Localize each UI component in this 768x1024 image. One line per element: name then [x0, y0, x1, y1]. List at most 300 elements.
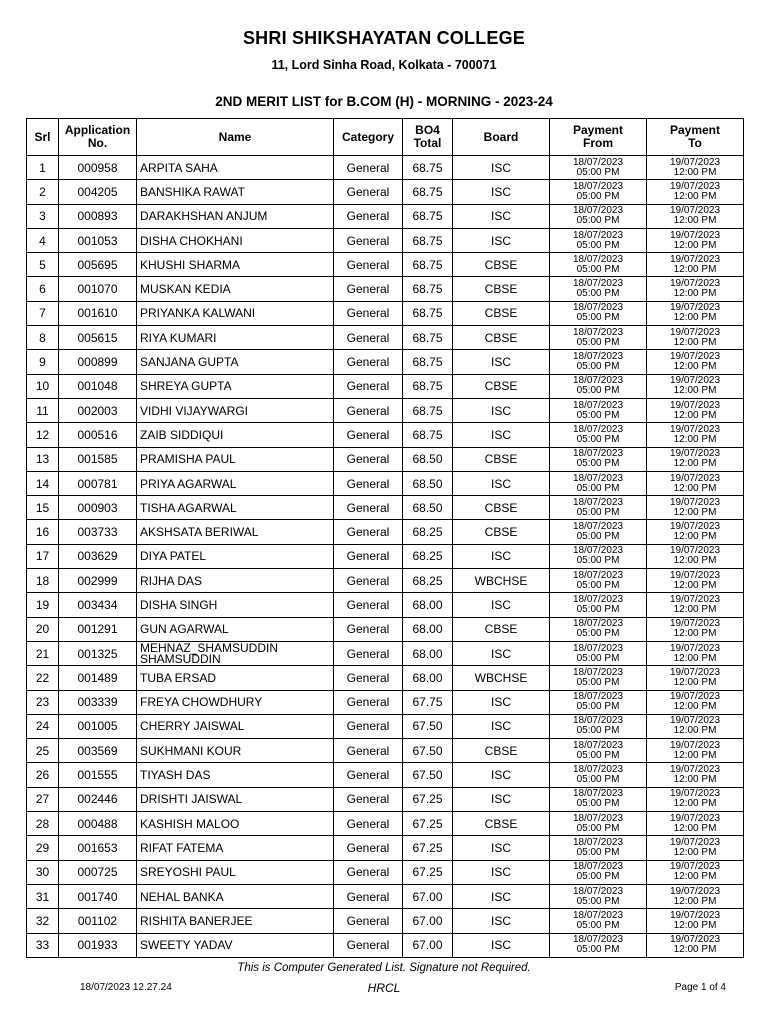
footer-code: HRCL	[367, 981, 401, 995]
cell-board: ISC	[453, 423, 550, 447]
cell-bo4-total: 68.75	[403, 253, 453, 277]
cell-srl: 12	[27, 423, 59, 447]
cell-application-no: 005695	[59, 253, 137, 277]
cell-bo4-total: 68.75	[403, 423, 453, 447]
cell-bo4-total: 68.00	[403, 666, 453, 690]
cell-srl: 4	[27, 228, 59, 252]
cell-bo4-total: 68.75	[403, 350, 453, 374]
cell-payment-from-date: 18/07/2023	[572, 180, 624, 192]
cell-board: ISC	[453, 787, 550, 811]
cell-name: RIYA KUMARI	[137, 326, 334, 350]
table-row	[27, 763, 744, 787]
cell-bo4-total: 68.25	[403, 520, 453, 544]
cell-payment-from	[550, 544, 647, 568]
col-header-name	[137, 119, 334, 156]
cell-srl: 25	[27, 739, 59, 763]
cell-category: General	[334, 301, 403, 325]
cell-application-no: 000893	[59, 204, 137, 228]
cell-payment-from-date: 18/07/2023	[572, 836, 624, 848]
cell-payment-from-time: 05:00 PM	[576, 846, 620, 858]
cell-board: ISC	[453, 228, 550, 252]
cell-payment-to	[647, 739, 744, 763]
cell-payment-from-time: 05:00 PM	[576, 628, 620, 640]
cell-payment-to-date: 19/07/2023	[669, 715, 721, 727]
cell-name: RIJHA DAS	[137, 569, 334, 593]
col-header-name-label: Name	[218, 129, 252, 144]
cell-board: CBSE	[453, 301, 550, 325]
cell-payment-from-time: 05:00 PM	[576, 361, 620, 373]
table-row	[27, 641, 744, 665]
cell-bo4-total: 68.75	[403, 398, 453, 422]
cell-name: PRIYA AGARWAL	[137, 471, 334, 495]
cell-bo4-total: 68.75	[403, 180, 453, 204]
cell-payment-to	[647, 933, 744, 957]
cell-payment-from-time: 05:00 PM	[576, 725, 620, 737]
cell-payment-from	[550, 398, 647, 422]
col-header-application-line2: No.	[87, 136, 108, 150]
cell-payment-to	[647, 520, 744, 544]
cell-bo4-total: 68.00	[403, 593, 453, 617]
cell-payment-from-time: 05:00 PM	[576, 774, 620, 786]
cell-payment-to-date: 19/07/2023	[669, 399, 721, 411]
col-header-bo4-total	[403, 119, 453, 156]
cell-name: KASHISH MALOO	[137, 812, 334, 836]
cell-payment-from-date: 18/07/2023	[572, 448, 624, 460]
cell-category: General	[334, 156, 403, 180]
cell-name: SANJANA GUPTA	[137, 350, 334, 374]
cell-payment-to-date: 19/07/2023	[669, 642, 721, 654]
cell-payment-to-time: 12:00 PM	[673, 628, 717, 640]
cell-name: TIYASH DAS	[137, 763, 334, 787]
cell-application-no: 001048	[59, 374, 137, 398]
cell-payment-to	[647, 180, 744, 204]
cell-payment-from	[550, 520, 647, 544]
cell-application-no: 001933	[59, 933, 137, 957]
cell-board: CBSE	[453, 496, 550, 520]
cell-payment-from-date: 18/07/2023	[572, 934, 624, 946]
cell-payment-to	[647, 374, 744, 398]
cell-payment-to-date: 19/07/2023	[669, 861, 721, 873]
cell-payment-from	[550, 714, 647, 738]
cell-name: RIFAT FATEMA	[137, 836, 334, 860]
cell-board: ISC	[453, 544, 550, 568]
cell-board: ISC	[453, 933, 550, 957]
table-row	[27, 180, 744, 204]
cell-payment-to	[647, 228, 744, 252]
cell-name: DISHA CHOKHANI	[137, 228, 334, 252]
cell-payment-to-time: 12:00 PM	[673, 482, 717, 494]
cell-payment-to-time: 12:00 PM	[673, 166, 717, 178]
cell-payment-from-time: 05:00 PM	[576, 749, 620, 761]
cell-bo4-total: 68.75	[403, 374, 453, 398]
cell-payment-from-time: 05:00 PM	[576, 215, 620, 227]
col-header-payment-to	[647, 119, 744, 156]
cell-name: CHERRY JAISWAL	[137, 714, 334, 738]
table-row	[27, 204, 744, 228]
cell-payment-from-time: 05:00 PM	[576, 676, 620, 688]
cell-payment-to	[647, 884, 744, 908]
cell-name: BANSHIKA RAWAT	[137, 180, 334, 204]
cell-payment-to-date: 19/07/2023	[669, 593, 721, 605]
cell-payment-to-date: 19/07/2023	[669, 764, 721, 776]
cell-payment-from-date: 18/07/2023	[572, 496, 624, 508]
cell-payment-from-time: 05:00 PM	[576, 944, 620, 956]
cell-name: KHUSHI SHARMA	[137, 253, 334, 277]
cell-payment-to	[647, 812, 744, 836]
cell-board: ISC	[453, 398, 550, 422]
cell-payment-from	[550, 253, 647, 277]
table-row	[27, 447, 744, 471]
cell-srl: 26	[27, 763, 59, 787]
table-row	[27, 350, 744, 374]
cell-payment-from	[550, 812, 647, 836]
cell-bo4-total: 67.50	[403, 739, 453, 763]
cell-payment-from-date: 18/07/2023	[572, 399, 624, 411]
cell-payment-to-time: 12:00 PM	[673, 895, 717, 907]
cell-payment-from-date: 18/07/2023	[572, 278, 624, 290]
cell-payment-to-date: 19/07/2023	[669, 205, 721, 217]
cell-category: General	[334, 884, 403, 908]
cell-application-no: 001489	[59, 666, 137, 690]
col-header-board	[453, 119, 550, 156]
cell-bo4-total: 68.75	[403, 204, 453, 228]
cell-application-no: 000488	[59, 812, 137, 836]
cell-payment-from	[550, 666, 647, 690]
cell-application-no: 003339	[59, 690, 137, 714]
cell-payment-to-time: 12:00 PM	[673, 798, 717, 810]
cell-bo4-total: 68.00	[403, 617, 453, 641]
col-header-payment-to-line2: To	[688, 136, 702, 150]
cell-payment-to	[647, 204, 744, 228]
cell-board: ISC	[453, 593, 550, 617]
cell-name: MEHNAZ_SHAMSUDDIN SHAMSUDDIN	[137, 641, 334, 665]
college-title: SHRI SHIKSHAYATAN COLLEGE	[242, 28, 526, 48]
table-row	[27, 398, 744, 422]
table-row	[27, 884, 744, 908]
cell-name: PRIYANKA KALWANI	[137, 301, 334, 325]
cell-board: ISC	[453, 180, 550, 204]
cell-payment-from	[550, 496, 647, 520]
merit-list-body	[27, 156, 744, 958]
cell-name: GUN AGARWAL	[137, 617, 334, 641]
cell-application-no: 005615	[59, 326, 137, 350]
cell-srl: 16	[27, 520, 59, 544]
cell-payment-to-time: 12:00 PM	[673, 555, 717, 567]
cell-srl: 10	[27, 374, 59, 398]
cell-board: ISC	[453, 690, 550, 714]
cell-payment-from-time: 05:00 PM	[576, 871, 620, 883]
cell-payment-to	[647, 423, 744, 447]
cell-payment-from-date: 18/07/2023	[572, 764, 624, 776]
cell-payment-to	[647, 253, 744, 277]
cell-srl: 23	[27, 690, 59, 714]
cell-board: CBSE	[453, 374, 550, 398]
cell-payment-from-date: 18/07/2023	[572, 569, 624, 581]
table-header-row	[27, 119, 744, 156]
cell-board: CBSE	[453, 253, 550, 277]
cell-payment-to-date: 19/07/2023	[669, 812, 721, 824]
cell-payment-to	[647, 544, 744, 568]
cell-category: General	[334, 812, 403, 836]
cell-bo4-total: 68.75	[403, 301, 453, 325]
cell-srl: 18	[27, 569, 59, 593]
cell-payment-from-date: 18/07/2023	[572, 545, 624, 557]
cell-srl: 1	[27, 156, 59, 180]
cell-payment-from-time: 05:00 PM	[576, 482, 620, 494]
cell-payment-to-time: 12:00 PM	[673, 336, 717, 348]
cell-payment-to-date: 19/07/2023	[669, 909, 721, 921]
cell-bo4-total: 67.50	[403, 714, 453, 738]
cell-payment-from	[550, 593, 647, 617]
col-header-srl-label: Srl	[34, 129, 51, 144]
cell-payment-to-time: 12:00 PM	[673, 458, 717, 470]
cell-payment-to-time: 12:00 PM	[673, 433, 717, 445]
cell-payment-to	[647, 156, 744, 180]
cell-name: RISHITA BANERJEE	[137, 909, 334, 933]
table-row	[27, 787, 744, 811]
cell-payment-from-date: 18/07/2023	[572, 691, 624, 703]
cell-payment-from	[550, 787, 647, 811]
table-row	[27, 836, 744, 860]
cell-name: PRAMISHA PAUL	[137, 447, 334, 471]
cell-category: General	[334, 593, 403, 617]
cell-payment-to	[647, 301, 744, 325]
cell-srl: 11	[27, 398, 59, 422]
cell-payment-from-date: 18/07/2023	[572, 788, 624, 800]
cell-payment-to-time: 12:00 PM	[673, 579, 717, 591]
cell-payment-to	[647, 350, 744, 374]
merit-list-table	[26, 118, 744, 958]
table-row	[27, 909, 744, 933]
cell-payment-to-time: 12:00 PM	[673, 239, 717, 251]
cell-srl: 31	[27, 884, 59, 908]
cell-payment-from	[550, 884, 647, 908]
cell-payment-from-date: 18/07/2023	[572, 861, 624, 873]
cell-payment-from	[550, 617, 647, 641]
cell-board: CBSE	[453, 326, 550, 350]
cell-payment-to-time: 12:00 PM	[673, 263, 717, 275]
cell-srl: 32	[27, 909, 59, 933]
cell-name: SREYOSHI PAUL	[137, 860, 334, 884]
cell-payment-to	[647, 763, 744, 787]
cell-category: General	[334, 423, 403, 447]
cell-name: AKSHSATA BERIWAL	[137, 520, 334, 544]
cell-payment-to-time: 12:00 PM	[673, 288, 717, 300]
cell-srl: 20	[27, 617, 59, 641]
cell-payment-to-time: 12:00 PM	[673, 190, 717, 202]
cell-board: CBSE	[453, 277, 550, 301]
col-header-board-label: Board	[483, 129, 519, 144]
cell-bo4-total: 67.00	[403, 933, 453, 957]
cell-category: General	[334, 228, 403, 252]
table-row	[27, 617, 744, 641]
cell-bo4-total: 68.75	[403, 228, 453, 252]
cell-name: NEHAL BANKA	[137, 884, 334, 908]
cell-srl: 7	[27, 301, 59, 325]
cell-payment-to-date: 19/07/2023	[669, 423, 721, 435]
college-address: 11, Lord Sinha Road, Kolkata - 700071	[271, 58, 497, 72]
cell-payment-to-time: 12:00 PM	[673, 919, 717, 931]
cell-payment-to-time: 12:00 PM	[673, 701, 717, 713]
cell-name: DRISHTI JAISWAL	[137, 787, 334, 811]
cell-payment-to-date: 19/07/2023	[669, 569, 721, 581]
cell-payment-to	[647, 641, 744, 665]
cell-payment-from-time: 05:00 PM	[576, 652, 620, 664]
cell-board: ISC	[453, 641, 550, 665]
cell-srl: 21	[27, 641, 59, 665]
cell-bo4-total: 68.00	[403, 641, 453, 665]
cell-payment-from	[550, 301, 647, 325]
cell-payment-to-time: 12:00 PM	[673, 944, 717, 956]
cell-bo4-total: 67.00	[403, 909, 453, 933]
cell-srl: 17	[27, 544, 59, 568]
cell-payment-from-date: 18/07/2023	[572, 229, 624, 241]
cell-application-no: 001291	[59, 617, 137, 641]
cell-board: ISC	[453, 836, 550, 860]
cell-category: General	[334, 714, 403, 738]
cell-payment-from-time: 05:00 PM	[576, 409, 620, 421]
cell-category: General	[334, 690, 403, 714]
cell-srl: 33	[27, 933, 59, 957]
computer-generated-note: This is Computer Generated List. Signature not Required.	[237, 962, 531, 974]
cell-payment-to-time: 12:00 PM	[673, 506, 717, 518]
cell-payment-from-time: 05:00 PM	[576, 336, 620, 348]
cell-payment-to	[647, 909, 744, 933]
cell-payment-to	[647, 569, 744, 593]
cell-payment-to	[647, 860, 744, 884]
table-row	[27, 277, 744, 301]
cell-srl: 8	[27, 326, 59, 350]
cell-payment-from-time: 05:00 PM	[576, 312, 620, 324]
cell-application-no: 001555	[59, 763, 137, 787]
cell-application-no: 000516	[59, 423, 137, 447]
cell-payment-to-time: 12:00 PM	[673, 774, 717, 786]
cell-name: TUBA ERSAD	[137, 666, 334, 690]
cell-category: General	[334, 277, 403, 301]
cell-category: General	[334, 739, 403, 763]
cell-payment-to-date: 19/07/2023	[669, 691, 721, 703]
cell-payment-from-time: 05:00 PM	[576, 701, 620, 713]
cell-payment-from-date: 18/07/2023	[572, 205, 624, 217]
cell-payment-to-date: 19/07/2023	[669, 448, 721, 460]
cell-category: General	[334, 471, 403, 495]
cell-payment-to-date: 19/07/2023	[669, 253, 721, 265]
cell-bo4-total: 68.50	[403, 447, 453, 471]
cell-srl: 22	[27, 666, 59, 690]
cell-category: General	[334, 641, 403, 665]
cell-payment-to	[647, 593, 744, 617]
cell-category: General	[334, 326, 403, 350]
cell-category: General	[334, 860, 403, 884]
cell-category: General	[334, 544, 403, 568]
cell-application-no: 002446	[59, 787, 137, 811]
cell-bo4-total: 68.25	[403, 569, 453, 593]
cell-application-no: 001102	[59, 909, 137, 933]
cell-payment-to	[647, 666, 744, 690]
cell-category: General	[334, 666, 403, 690]
page-number: Page 1 of 4	[674, 982, 726, 993]
cell-application-no: 001653	[59, 836, 137, 860]
cell-name: MUSKAN KEDIA	[137, 277, 334, 301]
cell-payment-from	[550, 569, 647, 593]
cell-bo4-total: 67.00	[403, 884, 453, 908]
cell-bo4-total: 67.75	[403, 690, 453, 714]
cell-application-no: 002003	[59, 398, 137, 422]
cell-category: General	[334, 933, 403, 957]
cell-payment-to	[647, 277, 744, 301]
cell-category: General	[334, 398, 403, 422]
cell-application-no: 001325	[59, 641, 137, 665]
cell-payment-from-date: 18/07/2023	[572, 739, 624, 751]
cell-payment-to-time: 12:00 PM	[673, 652, 717, 664]
cell-payment-from-date: 18/07/2023	[572, 666, 624, 678]
cell-bo4-total: 67.25	[403, 860, 453, 884]
cell-payment-to-date: 19/07/2023	[669, 885, 721, 897]
cell-payment-from	[550, 909, 647, 933]
cell-payment-to	[647, 836, 744, 860]
cell-payment-to-date: 19/07/2023	[669, 326, 721, 338]
cell-category: General	[334, 763, 403, 787]
cell-board: CBSE	[453, 812, 550, 836]
cell-board: ISC	[453, 471, 550, 495]
cell-payment-to	[647, 471, 744, 495]
cell-bo4-total: 68.50	[403, 496, 453, 520]
cell-payment-from-time: 05:00 PM	[576, 190, 620, 202]
cell-application-no: 003569	[59, 739, 137, 763]
cell-srl: 19	[27, 593, 59, 617]
cell-srl: 5	[27, 253, 59, 277]
cell-payment-to-time: 12:00 PM	[673, 871, 717, 883]
cell-board: WBCHSE	[453, 666, 550, 690]
cell-name: DIYA PATEL	[137, 544, 334, 568]
cell-payment-to-date: 19/07/2023	[669, 836, 721, 848]
cell-category: General	[334, 836, 403, 860]
cell-payment-from-time: 05:00 PM	[576, 458, 620, 470]
cell-name: SHREYA GUPTA	[137, 374, 334, 398]
table-row	[27, 569, 744, 593]
table-row	[27, 933, 744, 957]
col-header-srl	[27, 119, 59, 156]
col-header-application-line1: Application	[64, 123, 131, 137]
cell-payment-to-time: 12:00 PM	[673, 725, 717, 737]
cell-srl: 14	[27, 471, 59, 495]
cell-srl: 29	[27, 836, 59, 860]
cell-payment-from	[550, 471, 647, 495]
col-header-payment-from	[550, 119, 647, 156]
cell-board: ISC	[453, 204, 550, 228]
cell-name: SUKHMANI KOUR	[137, 739, 334, 763]
cell-payment-from-date: 18/07/2023	[572, 375, 624, 387]
cell-payment-from-time: 05:00 PM	[576, 895, 620, 907]
cell-name: ZAIB SIDDIQUI	[137, 423, 334, 447]
cell-payment-from-time: 05:00 PM	[576, 385, 620, 397]
cell-application-no: 003434	[59, 593, 137, 617]
cell-payment-to	[647, 690, 744, 714]
cell-application-no: 000781	[59, 471, 137, 495]
table-row	[27, 714, 744, 738]
cell-payment-to-date: 19/07/2023	[669, 229, 721, 241]
cell-application-no: 000903	[59, 496, 137, 520]
cell-payment-from-date: 18/07/2023	[572, 642, 624, 654]
cell-payment-from	[550, 326, 647, 350]
cell-payment-from-date: 18/07/2023	[572, 253, 624, 265]
cell-payment-from-time: 05:00 PM	[576, 239, 620, 251]
cell-board: ISC	[453, 156, 550, 180]
cell-board: ISC	[453, 884, 550, 908]
cell-payment-from	[550, 860, 647, 884]
cell-srl: 15	[27, 496, 59, 520]
cell-category: General	[334, 496, 403, 520]
